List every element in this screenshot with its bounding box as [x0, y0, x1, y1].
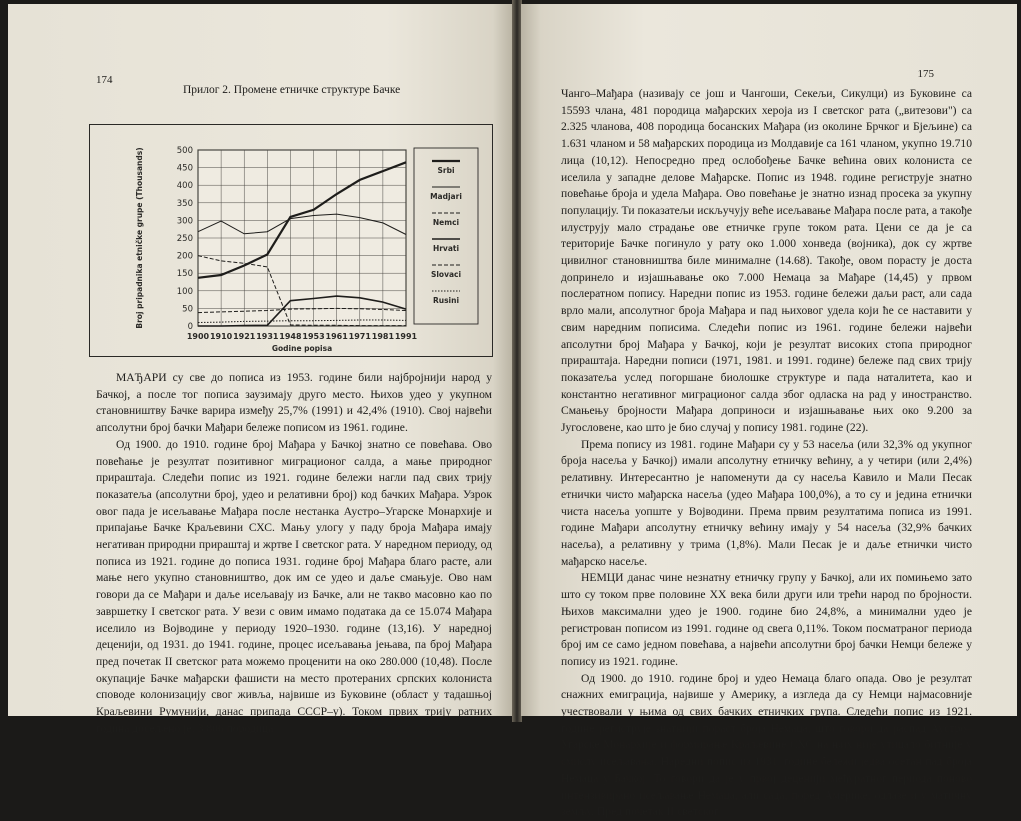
paragraph: Чанго–Мађара (називају се још и Чангоши, Секељи, Сикулци) из Буковине са 15593 члана, 481 породица мађарских хероја из I светског рата („витезови") са 2.325 чланова, 408 породица босанских Мађара (из околине Брчког и Бјељине) са 1.631 чланом и 58 мађарских породица из Молдавије са 161 чланом, укупно 19.710 лица (10,12). Непосредно пред ослобођење Бачке већина ових колониста се иселила у западне делове Мађарске. Попис из 1948. године региструје знатно повећање броја и удела Мађара. Ово повећање је знатно изнад просека за укупну популацију. Ти показатељи искључују веће исељавање Мађара после рата, а такође илуструју мало страдање ове етничке групе током рата. Цени се да је са територије Бачке погинуло у рату око 1.000 хонведа (војника), док су жртве цивилног становништва биле минималне (14.68). Такође, овом порасту је доста допринело и изјашњавање око 7.000 Немаца за Мађаре (14,45) у првом послератном попису. Наредни попис из 1953. године бележи даљи раст, али сада врло мали, апсолутног броја Мађара и пад њиховог удела који ће се наставити у свим наредним пописима. Следећи попис из 1961. године бележи највећи апсолутни број Мађара у Бачкој, који је резултат високих стопа природног прираштаја. Наредни пописи (1971, 1981. и 1991. године) бележе пад свих трију показатеља услед погоршане биолошке структуре и пада наталитета, као и константно негативног миграционог салда због одласка на рад у иностранство. Смањењу бројности Мађара доприноси и изјашњавање њих око 9.200 за Југословене, као што је био случај у попису 1981. године (22).	[561, 87, 972, 435]
y-tick-label: 450	[176, 163, 193, 174]
y-tick-label: 400	[176, 181, 193, 192]
y-axis-title: Broj pripadnika etničke grupe (Thousands)	[135, 147, 144, 329]
x-tick-label: 1910	[209, 332, 233, 341]
paragraph: МАЂАРИ су све до пописа из 1953. године били најбројнији народ у Бачкој, а после тог пописа заузимају друго место. Њихов удео у укупном становништву Бачке варира између 25,7% (1991) и 42,4% (1910). Свој највећи апсолутни број бачки Мађари бележе пописом из 1961. године.	[96, 371, 492, 435]
x-tick-label: 1961	[325, 332, 348, 341]
legend-label: Rusini	[432, 296, 460, 305]
y-tick-label: 150	[176, 269, 193, 280]
page-number: 174	[96, 74, 113, 86]
y-tick-label: 100	[176, 286, 193, 297]
legend-label: Slovaci	[430, 270, 462, 279]
y-tick-label: 350	[176, 198, 193, 209]
x-tick-label: 1953	[302, 332, 325, 341]
paragraph: НЕМЦИ данас чине незнатну етничку групу у Бачкој, али их помињемо зато што су током прве половине XX века били други или трећи народ по бројности. Њихов максимални удео је 1900. године био 24,8%, а минимални удео је регистрован пописом из 1991. године од свега 0,11%. Током посматраног периода број им се само једном повећава, а највећи апсолутни број бачки Немци бележе у попису из 1921. године.	[561, 571, 972, 668]
figure-frame	[89, 124, 493, 357]
x-tick-label: 1991	[394, 332, 418, 341]
x-tick-label: 1981	[371, 332, 395, 341]
x-tick-label: 1921	[233, 332, 256, 341]
y-tick-label: 50	[182, 304, 193, 315]
y-tick-label: 200	[176, 251, 193, 262]
y-tick-label: 500	[176, 146, 193, 156]
y-tick-label: 0	[187, 322, 193, 332]
x-tick-label: 1900	[186, 332, 210, 341]
y-tick-label: 250	[176, 234, 193, 244]
right-page-text	[561, 86, 972, 821]
legend-label: Nemci	[432, 218, 460, 227]
legend-label: Srbi	[437, 166, 455, 175]
x-tick-label: 1931	[256, 332, 279, 341]
paragraph: Од 1900. до 1910. године број Мађара у Бачкој знатно се повећава. Ово повећање је резултат позитивног миграционог салда, а мање природног прираштаја. Следећи попис из 1921. године бележи нагли пад свих трију показатеља (апсолутни број, удео и релативни број) код бачких Мађара. Узрок овог пада је исељавање Мађара после нестанка Аустро–Угарске Монархије и припајање Бачке Краљевини СХС. Мању улогу у паду броја Мађара имају негативан природни прираштај и жртве I светског рата. У наредном периоду, од пописа из 1921. године до пописа 1931. године број Мађара благо расте, али мање него укупно становништво, док им се удео и даље смањује. Ово нам говори да се Мађари и даље исељавају из Бачке, али не такво масовно као по завршетку I светског рата. У вези с овим имамо података да се 15.074 Мађара иселило из Војводине у периоду 1920–1930. године (13,16). У наредној деценији, од 1931. до 1941. године, процес исељавања јењава, па број Мађара пред почетак II светског рата можемо проценити на око 280.000 (10,48). После окупације Бачке мађарски фашисти на место протераних српских колониста споводе колонизацију свог живља, највише из Буковине (област у тадашњој Краљевини Румунији, данас припада СССР–у). Током првих трију ратних година досељено је: 3.806 породица	[96, 437, 492, 735]
page-number: 175	[917, 68, 934, 80]
legend-label: Hrvati	[432, 244, 460, 253]
paragraph: Од 1900. до 1910. године број и удео Немаца благо опада. Ово је резултат снажних емиграција, највише у Америку, а изгледа да су Немци најмасовније учествовали у њима од свих бачких етничких група. Следећи попис из 1921. године региструје знатнији пораст броја Немаца, што говори да распад Аустро–Угарске Монархије и формирање Краљевине СХС на њих није утицало битније у смислу исељавања. Наредни попис из 1931. године бележи једва осетан пад броја Немаца у Бачкој. То говори да је у првој деценији међуратног периода поново интензивирано исељавање Немаца, али сада, поред Америке, одлазе и у матичну земљу. Пред почетак II светског	[561, 671, 972, 819]
left-page	[8, 4, 513, 735]
left-page-text	[96, 370, 492, 737]
x-axis-title: Godine popisa	[271, 344, 333, 353]
x-tick-label: 1971	[348, 332, 371, 341]
right-page	[521, 4, 1017, 819]
figure-caption: Прилог 2. Промене етничке структуре Бачке	[183, 84, 401, 96]
x-tick-label: 1948	[279, 332, 302, 341]
ethnic-structure-chart	[90, 125, 494, 358]
paragraph: Према попису из 1981. године Мађари су у 53 насеља (или 32,3% од укупног броја насеља у Бачкој) имали апсолутну етничку већину, а у четири (или 2,4%) релативну. Интересантно је напоменути да су насеља Кавило и Мали Песак етнички чисто мађарска насеља (удео Мађара 100,0%), а то су и једина етнички чиста насеља уопште у Војводини. Према првим резултатима пописа из 1991. године Мађари апсолутну етничку већину имају у 54 насеља (32,9% бачких насеља), а релативну у трима (1,8%). Мали Песак је и даље етнички чисто мађарско насеље.	[561, 437, 972, 568]
y-tick-label: 300	[176, 216, 193, 227]
legend-label: Madjari	[430, 192, 462, 201]
